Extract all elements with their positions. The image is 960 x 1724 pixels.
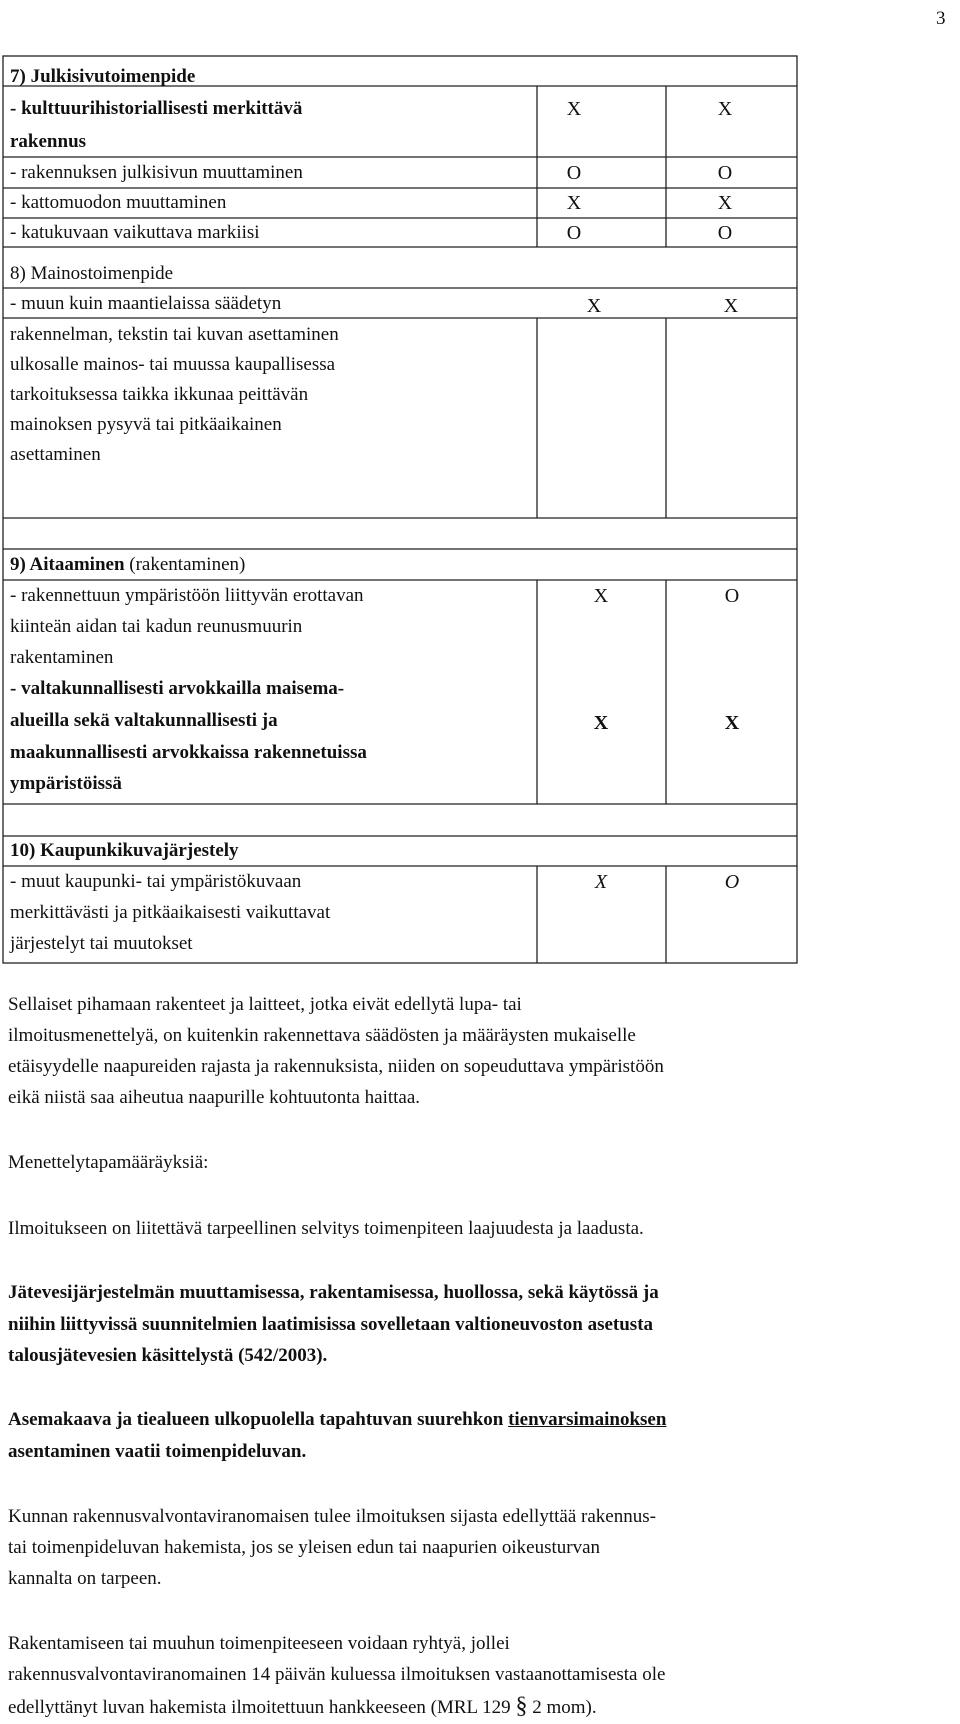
section10-heading: 10) Kaupunkikuvajärjestely <box>10 840 239 861</box>
section10-col2-mark: O <box>724 871 740 893</box>
p5-line1-text: Asemakaava ja tiealueen ulkopuolella tapahtuvan suurehkon <box>8 1409 509 1430</box>
section7-heading: 7) Julkisivutoimenpide <box>10 66 196 87</box>
section9-heading-bold: 9) Aitaaminen <box>10 554 125 575</box>
p1-line3: etäisyydelle naapureiden rajasta ja rakennuksista, niiden on sopeuduttava ympäristöön <box>8 1056 664 1077</box>
p5-underlined-term: tienvarsimainoksen <box>508 1409 667 1430</box>
section8-line3: ulkosalle mainos- tai muussa kaupallisessa <box>10 354 336 375</box>
section8-line4: tarkoituksessa taikka ikkunaa peittävän <box>10 384 309 405</box>
section9-row1-col1-mark: X <box>593 585 609 607</box>
section7-row2-text: - rakennuksen julkisivun muuttaminen <box>10 162 303 183</box>
section10-col1-mark: X <box>594 871 608 893</box>
p3-line1: Ilmoitukseen on liitettävä tarpeellinen selvitys toimenpiteen laajuudesta ja laadusta. <box>8 1218 644 1239</box>
procedure-heading: Menettelytapamääräyksiä: <box>8 1152 209 1173</box>
section9-row1-line1: - rakennettuun ympäristöön liittyvän erottavan <box>10 585 364 606</box>
section7-row1-line2: rakennus <box>10 131 87 152</box>
section7-row3-text: - kattomuodon muuttaminen <box>10 192 227 213</box>
p1-line2: ilmoitusmenettelyä, on kuitenkin rakennettava säädösten ja määräysten mukaiselle <box>8 1025 636 1046</box>
section9-row2-line4: ympäristöissä <box>10 773 122 794</box>
p5-line2: asentaminen vaatii toimenpideluvan. <box>8 1441 307 1462</box>
p4-line3: talousjätevesien käsittelystä (542/2003). <box>8 1345 328 1366</box>
section7-row3-col1-mark: X <box>566 192 582 214</box>
p6-line3: kannalta on tarpeen. <box>8 1568 162 1589</box>
p7-line3-text: edellyttänyt luvan hakemista ilmoitettuun hankkeeseen (MRL 129 <box>8 1697 516 1718</box>
section-sign: § <box>515 1693 528 1719</box>
section7-row1-col1-mark: X <box>566 98 582 120</box>
section8-line2: rakennelman, tekstin tai kuvan asettaminen <box>10 324 339 345</box>
section10-line3: järjestelyt tai muutokset <box>10 933 193 954</box>
section8-col2-mark: X <box>723 295 739 317</box>
p1-line4: eikä niistä saa aiheutua naapurille kohtuutonta haittaa. <box>8 1087 421 1108</box>
section7-row2-col1-mark: O <box>566 162 582 184</box>
p1-line1: Sellaiset pihamaan rakenteet ja laitteet, jotka eivät edellytä lupa- tai <box>8 994 522 1015</box>
p7-line3-end: 2 mom). <box>527 1697 597 1718</box>
section8-col1-mark: X <box>586 295 602 317</box>
section9-row2-line3: maakunnallisesti arvokkaissa rakennetuissa <box>10 742 367 763</box>
section7-row2-col2-mark: O <box>717 162 733 184</box>
section8-line5: mainoksen pysyvä tai pitkäaikainen <box>10 414 282 435</box>
section9-row2-line2: alueilla sekä valtakunnallisesti ja <box>10 710 278 731</box>
section9-row2-line1: - valtakunnallisesti arvokkailla maisema- <box>10 678 345 699</box>
section8-line1: - muun kuin maantielaissa säädetyn <box>10 293 282 314</box>
section9-row1-line2: kiinteän aidan tai kadun reunusmuurin <box>10 616 303 637</box>
p7-line2: rakennusvalvontaviranomainen 14 päivän kuluessa ilmoituksen vastaanottamisesta ole <box>8 1664 666 1685</box>
section10-line2: merkittävästi ja pitkäaikaisesti vaikuttavat <box>10 902 331 923</box>
section10-line1: - muut kaupunki- tai ympäristökuvaan <box>10 871 302 892</box>
section9-row2-col2-mark: X <box>724 712 740 734</box>
p4-line2: niihin liittyvissä suunnitelmien laatimisissa sovelletaan valtioneuvoston asetusta <box>8 1314 654 1335</box>
section7-row1-col2-mark: X <box>717 98 733 120</box>
section9-row2-col1-mark: X <box>593 712 609 734</box>
section9-heading <box>10 550 245 580</box>
section8-line6: asettaminen <box>10 444 101 465</box>
p5-line1 <box>8 1405 666 1436</box>
section7-row1-line1: - kulttuurihistoriallisesti merkittävä <box>10 98 303 119</box>
section7-row3-col2-mark: X <box>717 192 733 214</box>
section7-row4-text: - katukuvaan vaikuttava markiisi <box>10 222 260 243</box>
section9-heading-normal: (rakentaminen) <box>124 554 246 575</box>
section7-row4-col1-mark: O <box>566 222 582 244</box>
p7-line1: Rakentamiseen tai muuhun toimenpiteeseen voidaan ryhtyä, jollei <box>8 1633 510 1654</box>
p6-line1: Kunnan rakennusvalvontaviranomaisen tulee ilmoituksen sijasta edellyttää rakennus- <box>8 1506 656 1527</box>
section9-row1-line3: rakentaminen <box>10 647 114 668</box>
p6-line2: tai toimenpideluvan hakemista, jos se yleisen edun tai naapurien oikeusturvan <box>8 1537 601 1558</box>
section8-heading: 8) Mainostoimenpide <box>10 263 174 284</box>
p4-line1: Jätevesijärjestelmän muuttamisessa, rakentamisessa, huollossa, sekä käytössä ja <box>8 1282 659 1303</box>
page-number: 3 <box>936 8 946 29</box>
section7-row4-col2-mark: O <box>717 222 733 244</box>
section9-row1-col2-mark: O <box>724 585 740 607</box>
p7-line3 <box>8 1691 597 1724</box>
